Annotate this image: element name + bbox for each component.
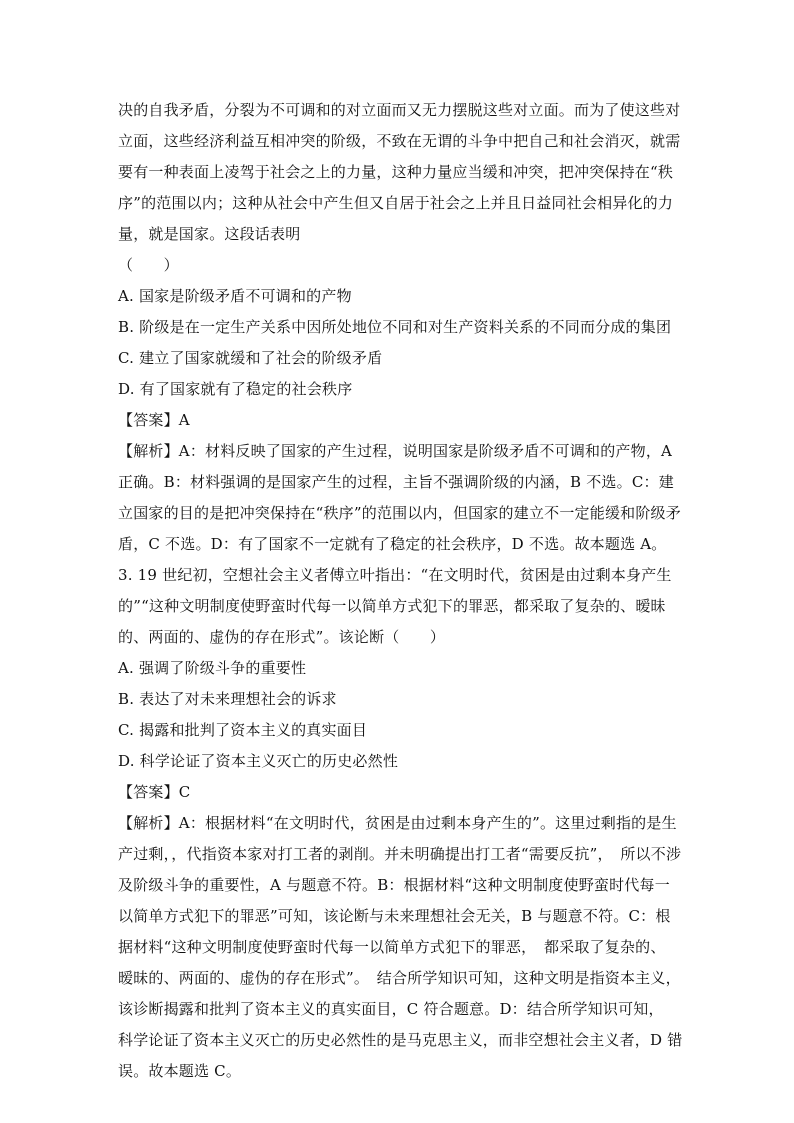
- question-2-option-a: A. 国家是阶级矛盾不可调和的产物: [118, 287, 352, 305]
- question-2-stem-text: 决的自我矛盾，分裂为不可调和的对立面而又无力摆脱这些对立面。而为了使这些对立面，这些经济利益互相冲突的阶级，不致在无谓的斗争中把自己和社会消灭，就需要有一种表面上凌驾于社会之上的力量，这种力量应当缓和冲突，把冲突保持在“秩序”的范围以内；这种从社会中产生但又自居于社会之上并且日益同社会相异化的力量，就是国家。这段话表明: [118, 101, 681, 243]
- question-2-stem: [118, 95, 684, 281]
- question-3-analysis: 【解析】A：根据材料“在文明时代，贫困是由过剩本身产生的”。这里过剩指的是生产过剩，，代指资本家对打工者的剥削。并未明确提出打工者“需要反抗”， 所以不涉及阶级斗争的重要性，A 与题意不符。B：根据材料“这种文明制度使野蛮时代每一以简单方式犯下的罪恶”可知，该论断与未来理想社会无关，B 与题意不符。C：根据材料“这种文明制度使野蛮时代每一以简单方式犯下的罪恶， 都采取了复杂的、 暧昧的、两面的、虚伪的存在形式”。 结合所学知识可知，这种文明是指资本主义， 该诊断揭露和批判了资本主义的真实面目，C 符合题意。D：结合所学知识可知， 科学论证了资本主义灭亡的历史必然性的是马克思主义，而非空想社会主义者，D 错误。故本题选 C。: [118, 814, 689, 1080]
- question-3-answer: 【答案】C: [118, 783, 191, 801]
- question-2-blank: （ ）: [118, 256, 179, 274]
- question-3-option-a: A. 强调了阶级斗争的重要性: [118, 659, 307, 677]
- question-3-option-c: C. 揭露和批判了资本主义的真实面目: [118, 721, 368, 739]
- question-3-option-d: D. 科学论证了资本主义灭亡的历史必然性: [118, 752, 399, 770]
- question-3-stem: 3. 19 世纪初，空想社会主义者傅立叶指出：“在文明时代，贫困是由过剩本身产生的”“这种文明制度使野蛮时代每一以简单方式犯下的罪恶，都采取了复杂的、暧昧的、两面的、虚伪的存在形式”。该论断（ ）: [118, 566, 672, 646]
- question-2-answer: 【答案】A: [118, 411, 190, 429]
- question-2-option-d: D. 有了国家就有了稳定的社会秩序: [118, 380, 353, 398]
- question-2-option-b: B. 阶级是在一定生产关系中因所处地位不同和对生产资料关系的不同而分成的集团: [118, 318, 672, 336]
- question-3-option-b: B. 表达了对未来理想社会的诉求: [118, 690, 337, 708]
- question-2-option-c: C. 建立了国家就缓和了社会的阶级矛盾: [118, 349, 383, 367]
- page-content: [118, 95, 689, 1087]
- question-2-analysis: 【解析】A：材料反映了国家的产生过程，说明国家是阶级矛盾不可调和的产物，A 正确。B：材料强调的是国家产生的过程，主旨不强调阶级的内涵，B 不选。C：建立国家的目的是把冲突保持在“秩序”的范围以内，但国家的建立不一定能缓和阶级矛盾，C 不选。D：有了国家不一定就有了稳定的社会秩序，D 不选。故本题选 A。: [118, 442, 681, 553]
